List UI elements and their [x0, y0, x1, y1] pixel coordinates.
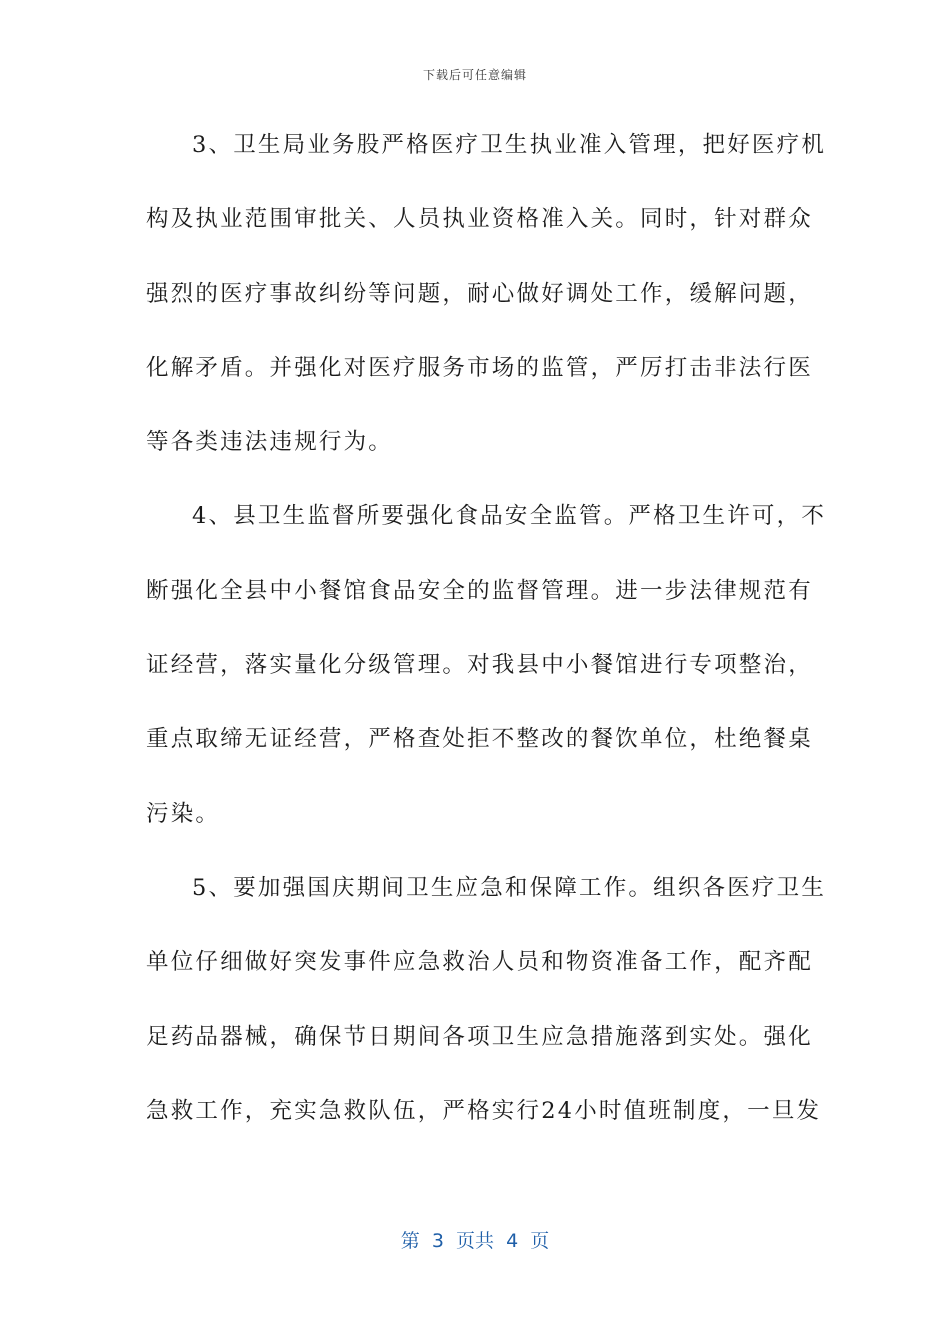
paragraph-1-line-4: 化解矛盾。并强化对医疗服务市场的监管，严厉打击非法行医	[146, 354, 813, 381]
page-number-footer: 第 3 页共 4 页	[400, 1230, 550, 1252]
paragraph-2-line-3: 证经营，落实量化分级管理。对我县中小餐馆进行专项整治，	[146, 652, 813, 679]
paragraph-2-line-4: 重点取缔无证经营，严格查处拒不整改的餐饮单位，杜绝餐桌	[146, 726, 813, 753]
document-body	[146, 118, 827, 1158]
paragraph-3-line-4: 急救工作，充实急救队伍，严格实行24小时值班制度，一旦发	[146, 1097, 822, 1124]
paragraph-3-line-3: 足药品器械，确保节日期间各项卫生应急措施落到实处。强化	[146, 1023, 813, 1050]
header-note: 下载后可任意编辑	[422, 68, 527, 82]
paragraph-2-line-5: 污染。	[146, 800, 221, 827]
paragraph-2-line-1: 4、县卫生监督所要强化食品安全监管。严格卫生许可，不	[192, 503, 827, 530]
paragraph-1-line-3: 强烈的医疗事故纠纷等问题，耐心做好调处工作，缓解问题，	[146, 280, 813, 307]
paragraph-1-line-2: 构及执业范围审批关、人员执业资格准入关。同时，针对群众	[146, 206, 813, 233]
paragraph-2-line-2: 断强化全县中小餐馆食品安全的监督管理。进一步法律规范有	[146, 577, 813, 604]
paragraph-1-line-1: 3、卫生局业务股严格医疗卫生执业准入管理，把好医疗机	[192, 132, 827, 158]
paragraph-3-line-1: 5、要加强国庆期间卫生应急和保障工作。组织各医疗卫生	[192, 874, 827, 901]
paragraph-1-line-5: 等各类违法违规行为。	[146, 429, 394, 456]
paragraph-3-line-2: 单位仔细做好突发事件应急救治人员和物资准备工作，配齐配	[146, 949, 813, 976]
